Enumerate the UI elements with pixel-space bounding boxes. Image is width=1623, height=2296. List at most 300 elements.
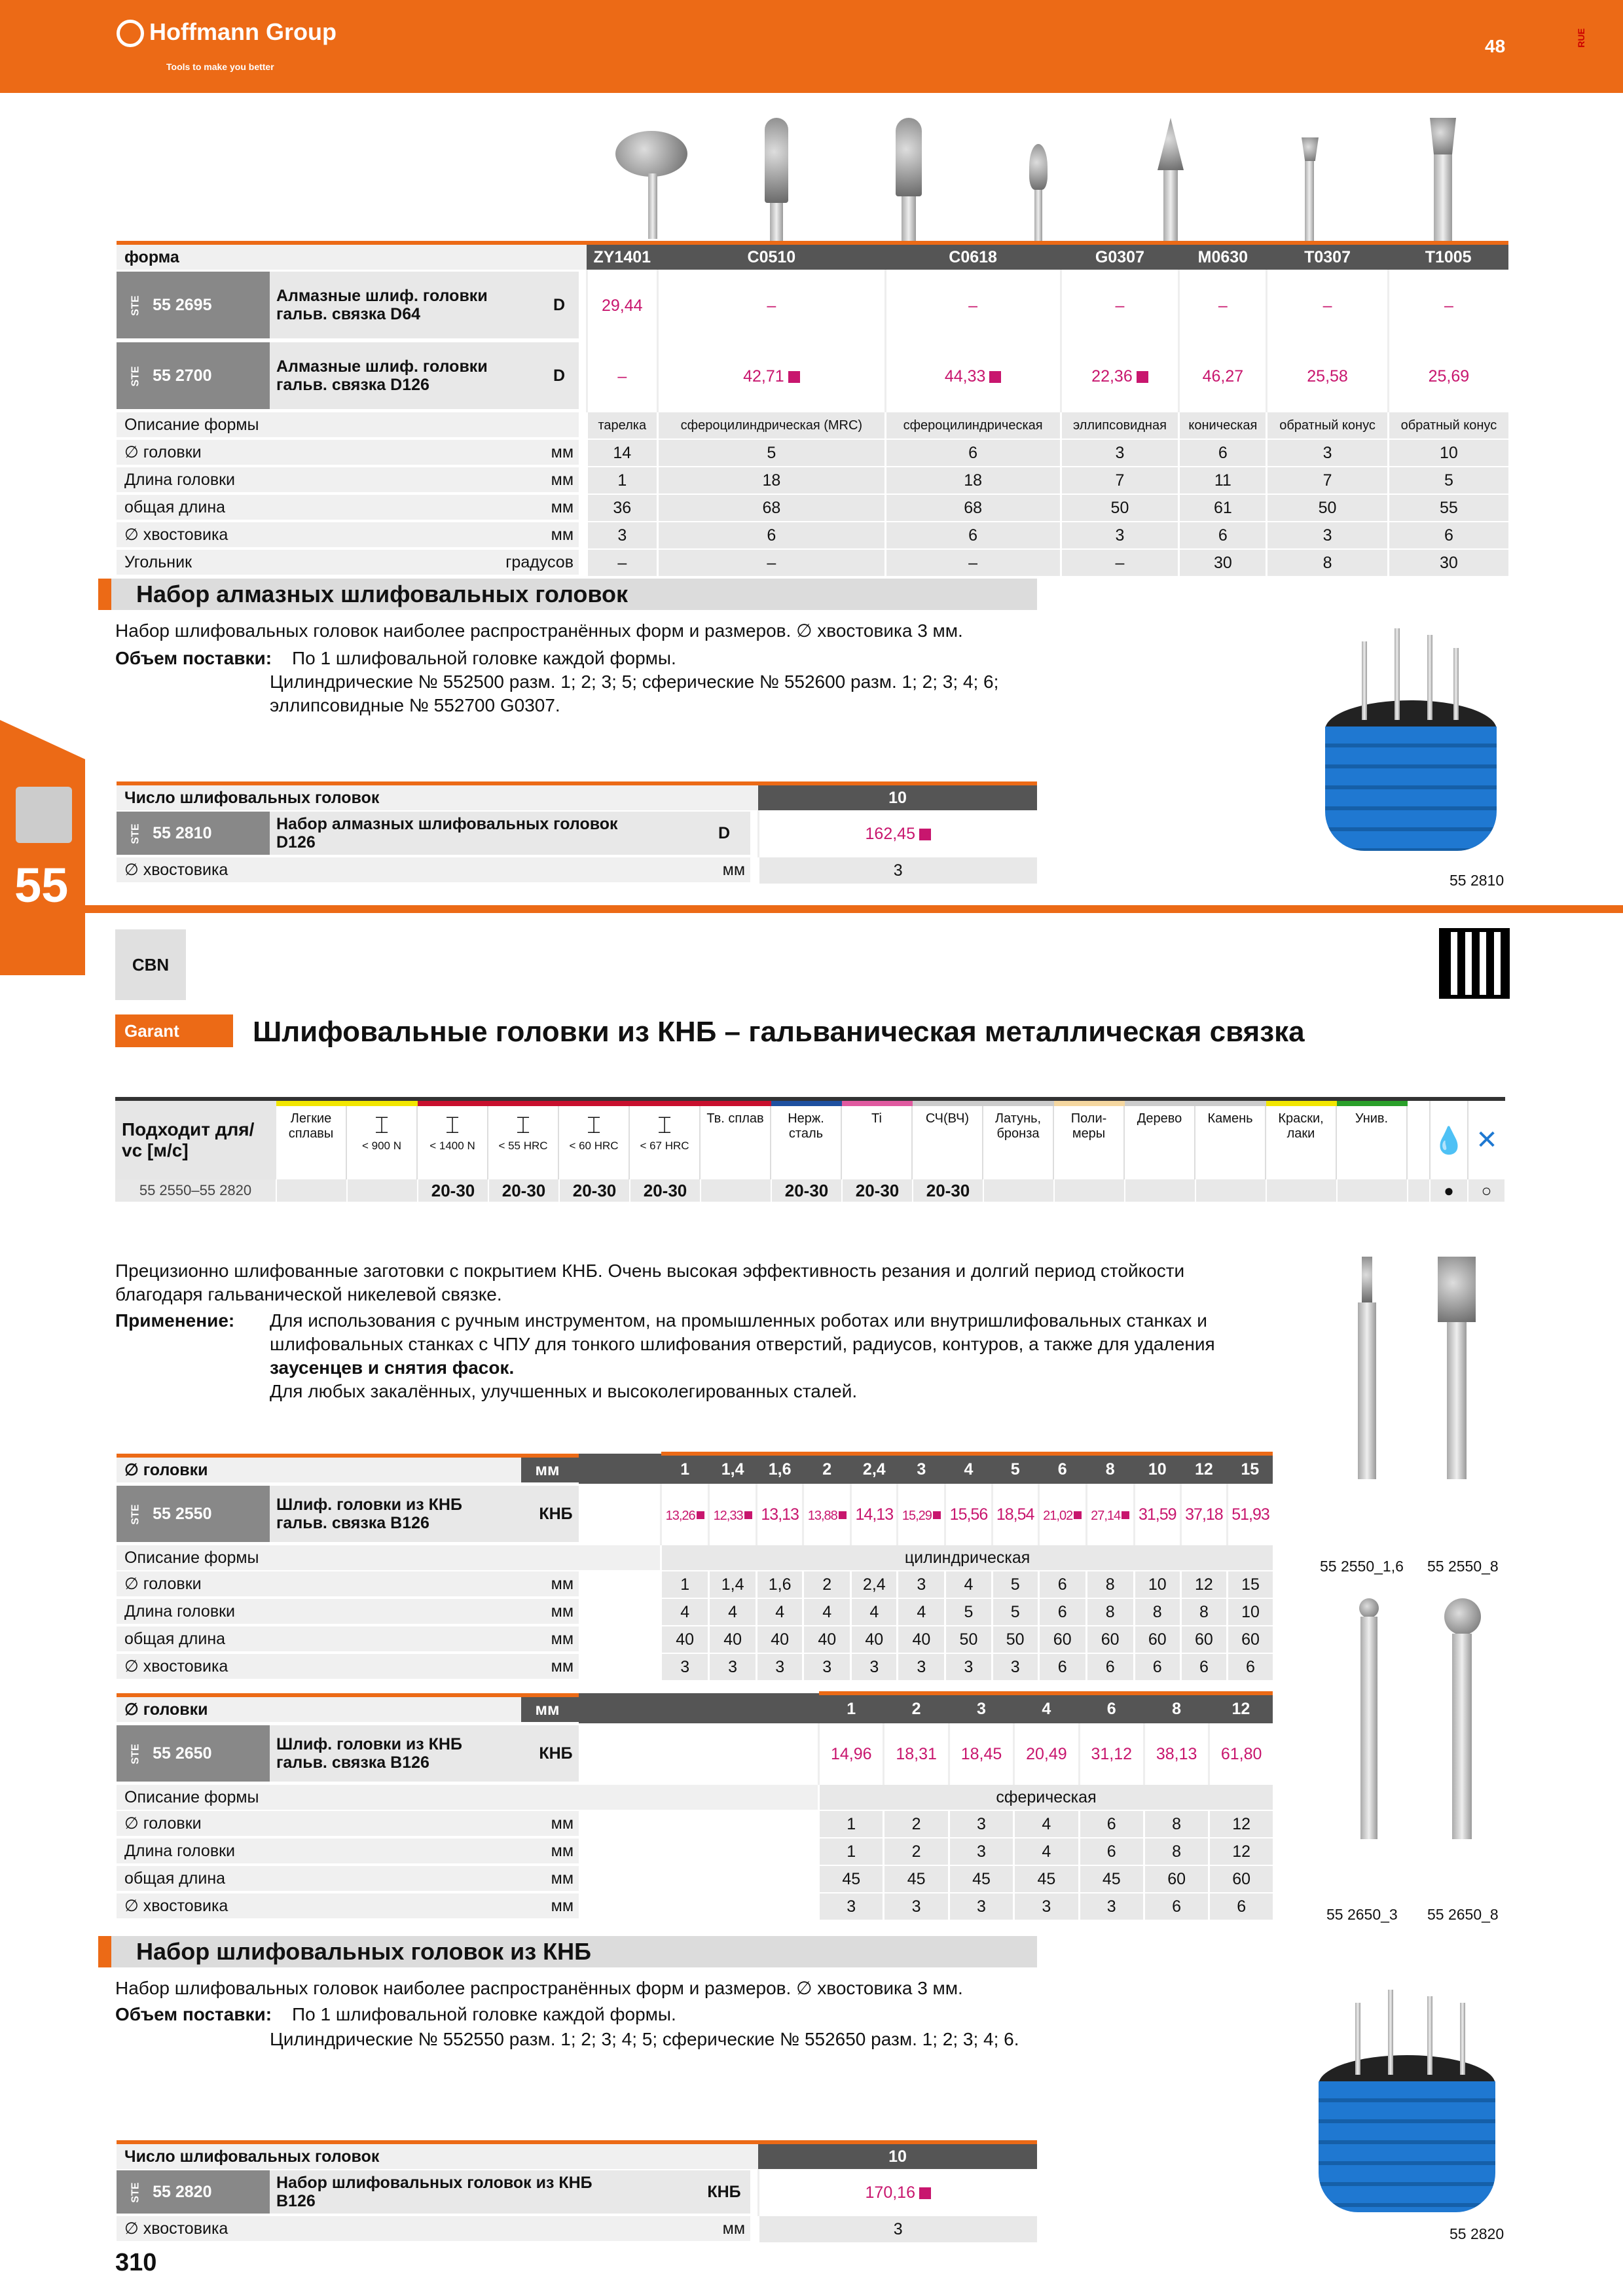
price [587, 341, 658, 412]
spec-value: 3 [949, 1810, 1013, 1838]
material-column [1336, 1103, 1407, 1179]
count-label: Число шлифовальных головок [117, 783, 758, 811]
spec-value: 40 [851, 1626, 898, 1653]
stock-square-icon [989, 371, 1001, 383]
material-vc: 20-30 [488, 1179, 559, 1202]
shank-label: ∅ хвостовика [117, 2216, 693, 2242]
spec-value: тарелка [587, 412, 658, 439]
stock-square-icon [839, 1511, 847, 1519]
spec-value: 3 [709, 1653, 757, 1681]
holder-body [1319, 2081, 1495, 2212]
dry-drop-icon: ✕ [1468, 1099, 1505, 1179]
price-value: – [617, 367, 627, 386]
spec-value: 60 [1038, 1626, 1086, 1653]
application-label: Применение: [115, 1310, 235, 1331]
spec-value: – [658, 549, 886, 577]
spec-value: 2 [884, 1810, 949, 1838]
stock-square-icon [697, 1511, 704, 1519]
material-vc: 20-30 [418, 1179, 488, 1202]
price [1388, 341, 1508, 412]
spec-value: коническая [1179, 412, 1267, 439]
price-value: 31,12 [1091, 1744, 1132, 1763]
spec-value: 8 [1267, 549, 1389, 577]
tool-shank [1395, 628, 1400, 720]
spec-value: 6 [1179, 522, 1267, 549]
price [884, 1724, 949, 1784]
article-value: 55 2810 [153, 823, 212, 842]
article-prefix: STE [130, 2182, 141, 2203]
tool-cone-icon [1158, 118, 1184, 170]
spec-value: 60 [1209, 1865, 1273, 1893]
section-divider [85, 905, 1623, 913]
material-vc [277, 1179, 347, 1202]
scope-line: По 1 шлифовальной головке каждой формы. [292, 2004, 676, 2024]
size-col: 5 [992, 1454, 1038, 1484]
spec-label-cell [117, 1626, 661, 1653]
spec-value: – [1061, 549, 1179, 577]
desc-line-2: гальв. связка D64 [276, 305, 421, 323]
spec-label-cell [117, 1838, 819, 1865]
spec-value: 60 [1180, 1626, 1227, 1653]
spec-value: 68 [885, 494, 1061, 522]
product-552550 [117, 1484, 661, 1545]
tool-inverted-cone-icon [1302, 137, 1319, 161]
material-sub: < 900 N [361, 1139, 401, 1152]
spec-value: 5 [945, 1598, 992, 1626]
price-value: 12,33 [713, 1508, 743, 1523]
price [658, 341, 886, 412]
spec-value: 6 [1038, 1571, 1086, 1598]
spec-value: 3 [757, 1653, 803, 1681]
spec-value: 45 [1014, 1865, 1079, 1893]
spec-value: 12 [1209, 1838, 1273, 1865]
product-description [270, 812, 698, 855]
stock-square-icon [1074, 1511, 1082, 1519]
tool-shank [770, 203, 783, 242]
image-caption: 55 2810 [1450, 872, 1504, 889]
cbn-set-table [117, 2140, 1037, 2244]
stock-square-icon [933, 1511, 941, 1519]
tool-shank [1427, 635, 1432, 720]
spec-value: 8 [1134, 1598, 1180, 1626]
spec-value: эллипсовидная [1061, 412, 1179, 439]
application-line: Для использования с ручным инструментом, на промышленных роботах или внутришлифовальных станках и [270, 1310, 1207, 1331]
desc-line-1: Набор шлифовальных головок из КНБ [276, 2174, 593, 2192]
material-column [983, 1103, 1053, 1179]
product-552700 [117, 341, 587, 412]
size-col: 2,4 [851, 1454, 898, 1484]
page-number-top: 48 [1485, 36, 1506, 56]
spec-label-cell [117, 412, 587, 439]
price [709, 1484, 757, 1545]
article-number [117, 272, 270, 339]
spec-value: 3 [851, 1653, 898, 1681]
col-T0307: T0307 [1267, 243, 1389, 270]
desc-line-2: гальв. связка B126 [276, 1753, 429, 1772]
desc-line-1: Алмазные шлиф. головки [276, 357, 488, 376]
spec-value: 6 [1038, 1653, 1086, 1681]
material-vc: 20-30 [630, 1179, 701, 1202]
material-column [346, 1103, 417, 1179]
spec-value: сфероцилиндрическая [885, 412, 1061, 439]
material-vc [1054, 1179, 1125, 1202]
cbn-paragraph: благодаря гальванической никелевой связке. [115, 1284, 502, 1304]
spec-label-cell [117, 522, 587, 549]
material-vc: 20-30 [913, 1179, 983, 1202]
spec-value: 6 [885, 522, 1061, 549]
shank-row [117, 857, 758, 884]
price [803, 1484, 851, 1545]
dia-label: ∅ головки [117, 1695, 521, 1723]
spec-value: 36 [587, 494, 658, 522]
tool-shank [1388, 1990, 1393, 2075]
spec-value: 60 [1144, 1865, 1209, 1893]
spec-value: 6 [1079, 1810, 1144, 1838]
spec-value: 8 [1144, 1810, 1209, 1838]
spec-value: 6 [658, 522, 886, 549]
material-name: Унив. [1355, 1111, 1389, 1126]
spec-value: 5 [658, 439, 886, 467]
tool-ellipse-icon [1029, 144, 1048, 190]
material-columns [276, 1099, 1430, 1179]
desc-line-1: Шлиф. головки из КНБ [276, 1496, 462, 1514]
material-vc [347, 1179, 418, 1202]
article-value: 55 2650 [153, 1744, 212, 1763]
price-value: 42,71 [743, 367, 784, 386]
cbn-tag: CBN [115, 929, 186, 1000]
article-prefix: STE [130, 295, 141, 316]
size-col: 8 [1144, 1693, 1209, 1724]
price [758, 811, 1037, 857]
spec-value: 3 [1267, 522, 1389, 549]
spec-value: 4 [709, 1598, 757, 1626]
material-values [276, 1179, 1430, 1202]
spec-value: 3 [1079, 1893, 1144, 1920]
product-552650 [117, 1724, 819, 1784]
size-col: 1 [661, 1454, 709, 1484]
scope-line: Цилиндрические № 552550 разм. 1; 2; 3; 4; 5; сферические № 552650 разм. 1; 2; 3; 4; 6. [270, 2029, 1019, 2049]
price: – [658, 270, 886, 341]
tool-disc-icon [615, 131, 687, 177]
article-prefix: STE [130, 1744, 141, 1765]
scope-label: Объем поставки: [115, 648, 272, 668]
tool-cylinder-icon [765, 118, 788, 203]
spec-value: 30 [1179, 549, 1267, 577]
material-column [488, 1103, 558, 1179]
spec-label: ∅ хвостовика [117, 1654, 521, 1679]
material-vc [1266, 1179, 1337, 1202]
spec-value: 45 [1079, 1865, 1144, 1893]
spec-unit: мм [521, 1571, 579, 1597]
image-caption: 55 2820 [1450, 2225, 1504, 2242]
spec-value: 6 [1228, 1653, 1273, 1681]
size-col: 1,4 [709, 1454, 757, 1484]
spec-value: 15 [1228, 1571, 1273, 1598]
cbn-set-image [1309, 1990, 1506, 2225]
desc-line-2: гальв. связка B126 [276, 1514, 429, 1532]
section-title-diamond-set: Набор алмазных шлифовальных головок [98, 579, 1037, 610]
dia-label: ∅ головки [117, 1456, 521, 1483]
price-value: 44,33 [944, 367, 986, 386]
spec-label: ∅ головки [117, 440, 482, 465]
suitability-label [115, 1099, 276, 1179]
spec-value: 40 [803, 1626, 851, 1653]
price [819, 1724, 884, 1784]
size-col: 10 [1134, 1454, 1180, 1484]
product-552810 [117, 811, 758, 857]
size-col: 6 [1079, 1693, 1144, 1724]
steel-beam-icon: ⌶ [516, 1111, 530, 1138]
spec-unit: мм [482, 522, 579, 548]
spec-value: 3 [819, 1893, 884, 1920]
product-description [270, 1486, 533, 1543]
spec-value: 1 [587, 467, 658, 494]
price [949, 1724, 1013, 1784]
spec-value: 8 [1086, 1571, 1134, 1598]
spec-value: 3 [898, 1571, 945, 1598]
spec-label: Описание формы [117, 412, 482, 438]
spec-value: 3 [803, 1653, 851, 1681]
price [1179, 341, 1267, 412]
price-value: 27,14 [1091, 1508, 1121, 1523]
material-vc [983, 1179, 1054, 1202]
stock-square-icon [1122, 1511, 1129, 1519]
price [1038, 1484, 1086, 1545]
price-value: 162,45 [865, 824, 915, 843]
spec-value: 1,6 [757, 1571, 803, 1598]
size-col: 1,6 [757, 1454, 803, 1484]
cbn-section-title: Шлифовальные головки из КНБ – гальваническая металлическая связка [253, 1016, 1305, 1048]
desc-line-1: Шлиф. головки из КНБ [276, 1735, 462, 1753]
coolant-dry: ○ [1468, 1179, 1505, 1202]
scope-label: Объем поставки: [115, 2004, 272, 2024]
language-tag: RUE [1575, 28, 1586, 48]
bond-code: КНБ [533, 1486, 579, 1543]
shank-unit: мм [693, 2216, 750, 2242]
bond-code: D [698, 812, 750, 855]
price-value: 38,13 [1156, 1744, 1197, 1763]
spec-label-cell [117, 1810, 819, 1838]
tool-shank [1452, 1634, 1472, 1839]
shank-row [117, 2215, 758, 2243]
tool-shank [1427, 1996, 1432, 2075]
material-column [276, 1103, 346, 1179]
tool-shank [1034, 190, 1042, 242]
spec-label-cell [117, 439, 587, 467]
section-paragraph: Набор шлифовальных головок наиболее распространённых форм и размеров. ∅ хвостовика 3 мм. [115, 1978, 963, 1998]
form-value: цилиндрическая [661, 1545, 1273, 1571]
price: – [1061, 270, 1179, 341]
spec-value: 6 [1209, 1893, 1273, 1920]
scope-line: эллипсовидные № 552700 G0307. [270, 695, 560, 715]
spec-label-cell [117, 1865, 819, 1893]
material-column [629, 1103, 700, 1179]
size-col: 1 [819, 1693, 884, 1724]
material-vc [1195, 1179, 1266, 1202]
price-value: 15,29 [902, 1508, 932, 1523]
price: – [885, 270, 1061, 341]
tool-shank [1358, 1302, 1376, 1479]
stock-square-icon [919, 829, 931, 840]
image-caption: 55 2650_3 [1326, 1906, 1398, 1923]
price-value: 18,45 [960, 1744, 1002, 1763]
tool-shank [1163, 170, 1178, 242]
spec-value: 1 [819, 1838, 884, 1865]
spec-value: обратный конус [1388, 412, 1508, 439]
desc-line-2: B126 [276, 2192, 316, 2210]
spec-value: 6 [1086, 1653, 1134, 1681]
spec-label: общая длина [117, 1866, 521, 1892]
coolant-drop-icon: 💧 [1430, 1099, 1468, 1179]
spec-label-cell [117, 1653, 661, 1681]
spec-value: 1,4 [709, 1571, 757, 1598]
bond-code: КНБ [698, 2170, 750, 2214]
brand-tagline: Tools to make you better [166, 62, 274, 72]
dia-unit: мм [521, 1695, 579, 1723]
material-name: Тв. сплав [706, 1111, 764, 1126]
spec-value: 4 [803, 1598, 851, 1626]
spec-value: 6 [1388, 522, 1508, 549]
size-col: 3 [949, 1693, 1013, 1724]
spec-value: 3 [661, 1653, 709, 1681]
spec-value: 40 [757, 1626, 803, 1653]
material-name: Поли- меры [1070, 1111, 1107, 1141]
material-vc [1125, 1179, 1195, 1202]
material-column [700, 1103, 771, 1179]
bond-code: D [539, 342, 579, 410]
spec-value: 60 [1134, 1626, 1180, 1653]
spec-value: 40 [709, 1626, 757, 1653]
spec-value: 4 [945, 1571, 992, 1598]
desc-line-2: D126 [276, 833, 316, 852]
price [757, 1484, 803, 1545]
material-column [771, 1103, 841, 1179]
spec-value: 50 [992, 1626, 1038, 1653]
spec-value: 10 [1134, 1571, 1180, 1598]
garant-logo: Garant [115, 1014, 233, 1047]
spec-label: ∅ хвостовика [117, 522, 482, 548]
material-column [1124, 1103, 1195, 1179]
product-images-top [576, 118, 1506, 242]
material-suitability [115, 1097, 1506, 1202]
material-column [841, 1103, 912, 1179]
tool-ball-icon [1359, 1598, 1379, 1618]
chapter-number: 55 [14, 858, 69, 912]
dia-header-cell [117, 1454, 661, 1484]
range-label: 55 2550–55 2820 [115, 1179, 276, 1202]
spec-value: 6 [1134, 1653, 1180, 1681]
material-name: Краски, лаки [1278, 1111, 1324, 1141]
spec-label: общая длина [117, 495, 482, 520]
spec-value: 7 [1061, 467, 1179, 494]
steel-beam-icon: ⌶ [587, 1111, 601, 1138]
price-value: 15,56 [949, 1505, 988, 1524]
spec-value: 18 [658, 467, 886, 494]
article-value: 55 2695 [153, 295, 212, 314]
material-column [417, 1103, 488, 1179]
size-col: 6 [1038, 1454, 1086, 1484]
spec-label-cell [117, 1571, 661, 1598]
desc-line-1: Алмазные шлиф. головки [276, 287, 488, 305]
spec-value: 4 [661, 1598, 709, 1626]
section-title-cbn-set: Набор шлифовальных головок из КНБ [98, 1936, 1037, 1967]
price [885, 341, 1061, 412]
spec-value: 6 [1180, 1653, 1227, 1681]
spec-value: 5 [1388, 467, 1508, 494]
spec-value: 3 [949, 1893, 1013, 1920]
material-name: Легкие сплавы [288, 1111, 334, 1141]
spec-label: ∅ хвостовика [117, 1893, 521, 1919]
diamond-heads-table [117, 241, 1508, 577]
shank-value: 3 [758, 857, 1037, 884]
product-552820 [117, 2170, 758, 2215]
product-description [270, 342, 539, 410]
spec-value: 3 [587, 522, 658, 549]
price-value: 20,49 [1026, 1744, 1067, 1763]
spec-value: 3 [884, 1893, 949, 1920]
form-label: Описание формы [117, 1545, 661, 1571]
spec-value: 3 [949, 1838, 1013, 1865]
spec-value: 5 [992, 1571, 1038, 1598]
price [992, 1484, 1038, 1545]
holder-body [1325, 726, 1497, 851]
price-value: 13,26 [665, 1508, 695, 1523]
product-description [270, 2170, 698, 2214]
steel-beam-icon: ⌶ [445, 1111, 460, 1138]
spec-value: обратный конус [1267, 412, 1389, 439]
spec-value: 30 [1388, 549, 1508, 577]
material-column [1053, 1103, 1124, 1179]
article-number [117, 342, 270, 410]
desc-line-1: Набор алмазных шлифовальных головок [276, 815, 618, 833]
spec-value: 4 [898, 1598, 945, 1626]
size-col: 3 [898, 1454, 945, 1484]
price-value: 14,13 [855, 1505, 894, 1524]
size-col: 4 [945, 1454, 992, 1484]
scope-line: По 1 шлифовальной головке каждой формы. [292, 648, 676, 668]
spec-value: 4 [851, 1598, 898, 1626]
spec-value: 45 [819, 1865, 884, 1893]
tool-ball-icon [1444, 1598, 1481, 1635]
qr-code-icon[interactable] [1439, 928, 1510, 999]
spec-value: 3 [1061, 439, 1179, 467]
form-label: форма [117, 243, 587, 270]
price: – [1267, 270, 1389, 341]
spec-value: сфероцилиндрическая (MRC) [658, 412, 886, 439]
chapter-tab [0, 720, 85, 975]
cbn-tools-images [1316, 1244, 1512, 1931]
tool-shank [648, 173, 657, 239]
spec-value: 11 [1179, 467, 1267, 494]
count-value: 10 [758, 2142, 1037, 2170]
price-value: 18,54 [996, 1505, 1034, 1524]
spec-unit [482, 412, 579, 438]
spec-unit: мм [521, 1866, 579, 1892]
spec-value: 4 [1014, 1810, 1079, 1838]
price [1180, 1484, 1227, 1545]
price [1209, 1724, 1273, 1784]
spec-label: ∅ головки [117, 1811, 521, 1837]
price [851, 1484, 898, 1545]
price-value: 13,88 [807, 1508, 837, 1523]
spec-value: 45 [949, 1865, 1013, 1893]
spec-value: 68 [658, 494, 886, 522]
spec-value: 1 [661, 1571, 709, 1598]
cbn-paragraph: Прецизионно шлифованные заготовки с покрытием КНБ. Очень высокая эффективность резания и долгий период стойкости [115, 1261, 1185, 1281]
page-number-bottom: 310 [115, 2249, 157, 2276]
size-col: 15 [1228, 1454, 1273, 1484]
spec-unit: мм [521, 1839, 579, 1864]
